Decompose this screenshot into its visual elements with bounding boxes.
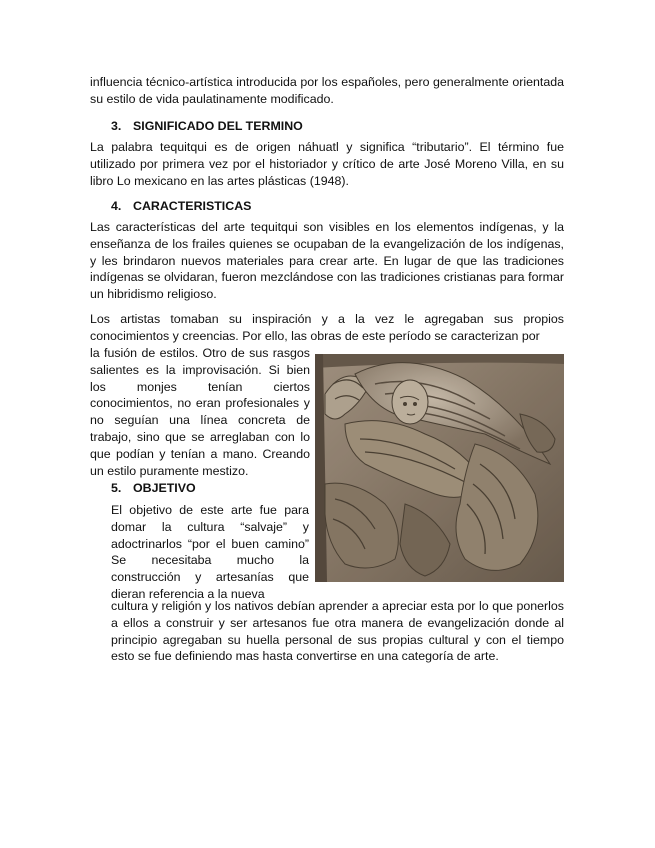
- heading-objetivo: [111, 480, 196, 496]
- objetivo-paragraph-rest: cultura y religión y los nativos debían aprender a apreciar esta por lo que ponerlos a ellos a construir y ser artesanos fue otra manera de evangelización donde al principio agregaban su huella personal de sus propias cultural y con el tiempo esto se fue definiendo mas hasta convertirse en una categoría de arte.: [111, 599, 564, 664]
- stone-relief-angel-image: [315, 354, 564, 582]
- heading-title: CARACTERISTICAS: [133, 199, 252, 213]
- intro-paragraph: influencia técnico-artística introducida por los españoles, pero generalmente orientada su estilo de vida paulatinamente modificado.: [90, 75, 564, 106]
- heading-title: OBJETIVO: [133, 481, 196, 495]
- heading-number: 5.: [111, 481, 122, 495]
- artistas-paragraph-wrapped: la fusión de estilos. Otro de sus rasgos salientes es la improvisación. Si bien los monjes tenían ciertos conocimientos, no eran profesionales y no seguían una línea concreta de trabajo, sino que se arreglaban con lo que podían y tenían a mano. Creando un estilo puramente mestizo.: [90, 346, 310, 478]
- heading-caracteristicas: [111, 198, 251, 214]
- objetivo-paragraph-wrapped: El objetivo de este arte fue para domar la cultura “salvaje” y adoctrinarlos “por el buen camino” Se necesitaba mucho la construcción y artesanías que dieran referencia a la nueva: [111, 503, 309, 601]
- caracteristicas-paragraph: Las características del arte tequitqui son visibles en los elementos indígenas, y la enseñanza de los frailes quienes se ocupaban de la evangelización de los indígenas, y les brindaron nuevos materiales para crear arte. En lugar de que las tradiciones indígenas se olvidaran, fueron mezclándose con las tradiciones cristianas para formar un hibridismo religioso.: [90, 220, 564, 302]
- heading-title: SIGNIFICADO DEL TERMINO: [133, 119, 303, 133]
- heading-number: 4.: [111, 199, 122, 213]
- heading-significado: [111, 118, 303, 134]
- artistas-paragraph-top: Los artistas tomaban su inspiración y a la vez le agregaban sus propios conocimientos y creencias. Por ello, las obras de este período se caracterizan por: [90, 312, 564, 343]
- significado-paragraph: La palabra tequitqui es de origen náhuatl y significa “tributario”. El término fue utilizado por primera vez por el historiador y crítico de arte José Moreno Villa, en su libro Lo mexicano en las artes plásticas (1948).: [90, 140, 564, 188]
- heading-number: 3.: [111, 119, 122, 133]
